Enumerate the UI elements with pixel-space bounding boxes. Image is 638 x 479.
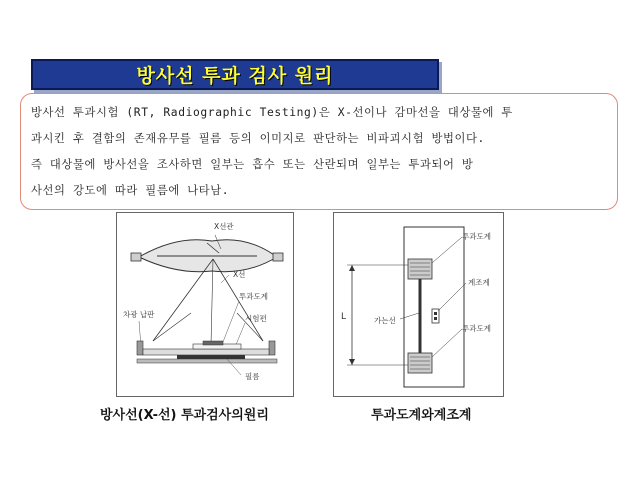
description-line: 사선의 강도에 따라 필름에 나타남. [31,184,230,197]
penetrameter-gauge-figure [333,212,504,397]
title-banner [31,59,439,90]
description-box [20,93,618,210]
film-label: 필름 [245,372,260,381]
slide-title: 방사선 투과 검사 원리 [136,65,334,87]
xray-label: X선 [233,270,246,279]
penetrameter-label: 투과도계 [239,292,268,301]
description-line: 과시킨 후 결함의 존재유무를 필름 등의 이미지로 판단하는 비파괴시험 방법이다. [31,132,485,145]
description-line: 방사선 투과시험 (RT, Radiographic Testing)은 X-선이나 감마선을 대상물에 투 [31,106,513,119]
length-label: L [341,312,347,322]
description-line: 즉 대상물에 방사선을 조사하면 일부는 흡수 또는 산란되며 일부는 투과되어 방 [31,158,474,171]
penetrameter-top-label: 투과도계 [462,232,491,241]
specimen-label: 시험편 [245,314,267,323]
thin-wire-label: 가는선 [374,316,396,325]
penetrameter-diagram [334,213,505,398]
xray-tube-label: X선관 [214,222,234,231]
radiography-principle-figure [116,212,294,397]
right-figure-caption: 투과도계와계조계 [371,408,472,423]
radiography-diagram [117,213,295,398]
penetrameter-bottom-label: 투과도계 [462,324,491,333]
left-figure-caption: 방사선(X-선) 투과검사의원리 [100,408,269,423]
gauge-label: 계조계 [468,278,490,287]
shield-plate-label: 차광 납판 [123,310,155,319]
